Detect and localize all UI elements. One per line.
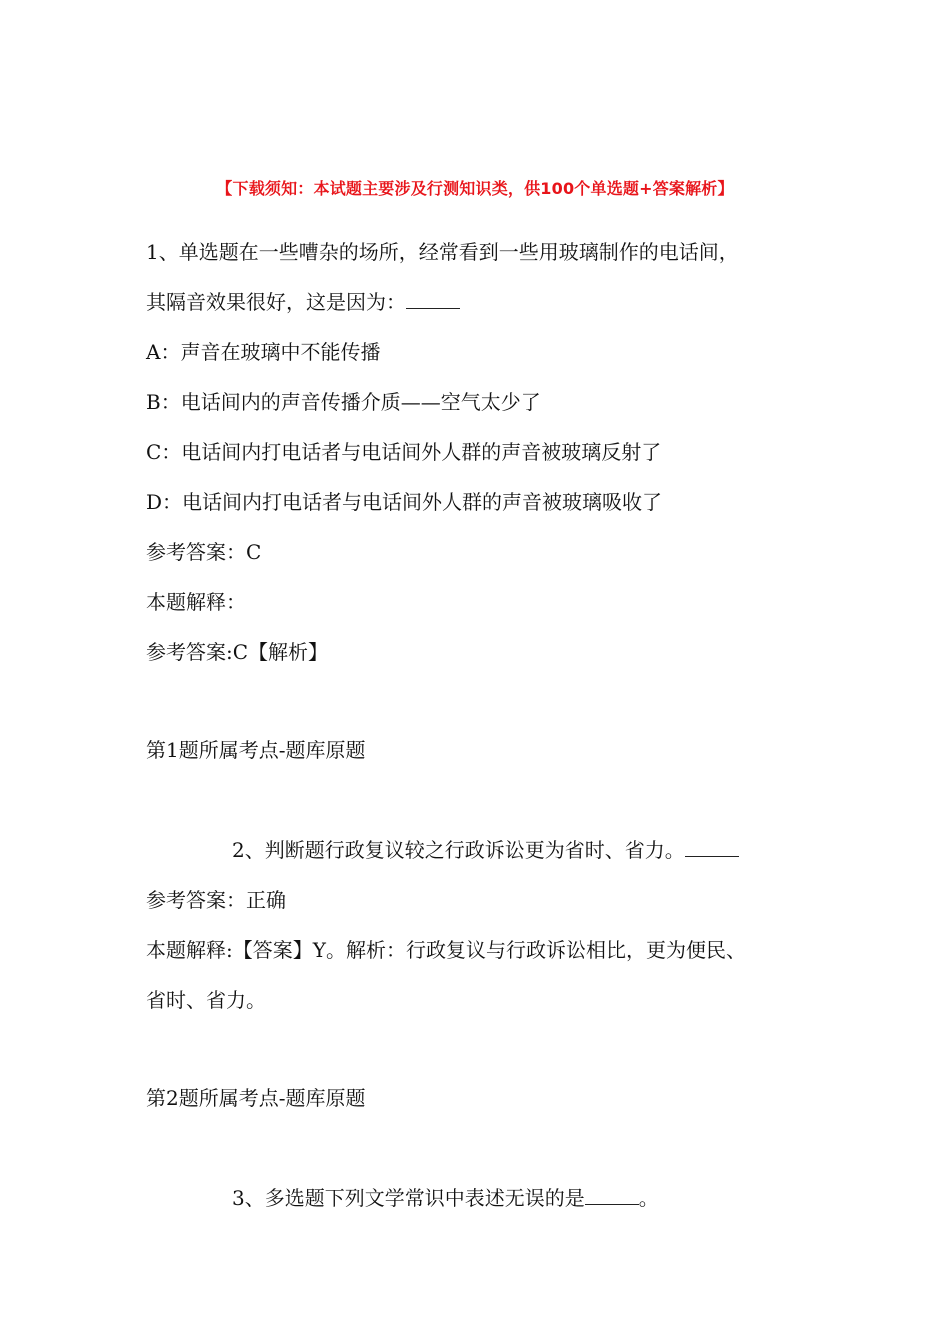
q1-explain-text: 参考答案:C【解析】 (146, 640, 329, 664)
q3-stem-text: 3、多选题下列文学常识中表述无误的是 (232, 1186, 585, 1210)
q1-stem-text: 其隔音效果很好，这是因为： (146, 290, 406, 314)
answer-blank (585, 1186, 639, 1205)
q1-option-c: C：电话间内打电话者与电话间外人群的声音被玻璃反射了 (146, 440, 662, 464)
q1-answer: 参考答案：C (146, 540, 262, 564)
q1-option-d: D：电话间内打电话者与电话间外人群的声音被玻璃吸收了 (146, 490, 663, 514)
download-notice: 【下载须知：本试题主要涉及行测知识类，供100个单选题+答案解析】 (216, 179, 734, 198)
q1-option-b: B：电话间内的声音传播介质——空气太少了 (146, 390, 541, 414)
q1-explain-label: 本题解释： (146, 590, 246, 614)
q2-stem (232, 836, 739, 864)
answer-blank (685, 838, 739, 857)
q1-option-a: A：声音在玻璃中不能传播 (146, 340, 381, 364)
q2-knowledge-point: 第2题所属考点-题库原题 (146, 1086, 366, 1110)
q1-stem-line1: 1、单选题在一些嘈杂的场所，经常看到一些用玻璃制作的电话间， (146, 240, 739, 264)
q2-answer: 参考答案：正确 (146, 888, 286, 912)
q3-stem (232, 1184, 659, 1212)
q3-stem-end: 。 (638, 1186, 659, 1210)
q1-stem-line2 (146, 288, 460, 316)
q1-knowledge-point: 第1题所属考点-题库原题 (146, 738, 366, 762)
q2-explain-line1: 本题解释:【答案】Y。解析：行政复议与行政诉讼相比，更为便民、 (146, 938, 746, 962)
q2-explain-line2: 省时、省力。 (146, 988, 266, 1012)
answer-blank (406, 290, 460, 309)
q2-stem-text: 2、判断题行政复议较之行政诉讼更为省时、省力。 (232, 838, 685, 862)
